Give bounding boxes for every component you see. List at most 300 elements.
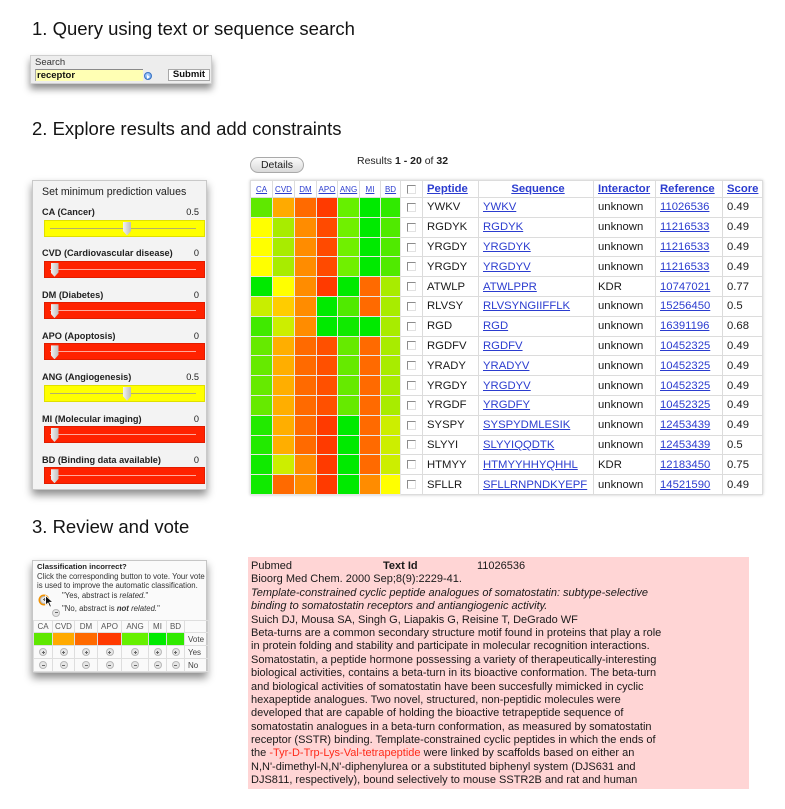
vote-header-ca: CA (34, 621, 53, 633)
vote-no-cell-ang (122, 659, 149, 672)
sequence-cell (479, 475, 594, 495)
heat-cell-cvd (273, 237, 295, 257)
reference-cell (656, 376, 723, 396)
vote-current-row (34, 633, 209, 646)
heat-header-ang[interactable]: ANG (338, 181, 360, 198)
vote-yes-plus-icon[interactable] (82, 648, 90, 656)
heat-cell-apo (317, 237, 338, 257)
select-cell (401, 296, 423, 316)
heat-cell-mi (360, 296, 381, 316)
sequence-link[interactable]: YWKV (483, 201, 517, 214)
sequence-link[interactable]: YRGDYK (483, 240, 531, 253)
heat-cell-ca (251, 455, 273, 475)
interactor-cell: unknown (594, 237, 656, 257)
vote-yes-cell-apo (98, 646, 122, 659)
score-cell: 0.68 (723, 316, 763, 336)
reference-link[interactable]: 12183450 (660, 458, 711, 471)
filter-value-ca: 0.5 (186, 207, 199, 217)
abstract-authors: Suich DJ, Mousa SA, Singh G, Liapakis G, Reisine T, DeGrado WF (251, 613, 578, 626)
interactor-column-header[interactable]: Interactor (594, 181, 656, 198)
filter-slider-mi[interactable] (44, 426, 205, 443)
row-checkbox[interactable] (407, 302, 416, 311)
vote-no-minus-icon[interactable] (82, 661, 90, 669)
result-row (251, 237, 763, 257)
filter-slider-ca[interactable] (44, 220, 205, 237)
row-checkbox[interactable] (407, 322, 416, 331)
sequence-cell (479, 277, 594, 297)
heat-cell-apo (317, 198, 338, 218)
vote-yes-cell-cvd (53, 646, 75, 659)
sequence-cell (479, 296, 594, 316)
interactor-cell: unknown (594, 217, 656, 237)
abstract-highlight-line (251, 747, 749, 760)
reference-link[interactable]: 15256450 (660, 300, 711, 313)
result-row (251, 435, 763, 455)
heat-cell-ang (338, 277, 360, 297)
text-id-value: 11026536 (477, 560, 526, 572)
no-option-emphasis: related. (131, 604, 158, 613)
reference-column-header[interactable]: Reference (656, 181, 723, 198)
heat-cell-cvd (273, 376, 295, 396)
vote-no-minus-icon[interactable] (60, 661, 68, 669)
heat-header-apo[interactable]: APO (317, 181, 338, 198)
heat-cell-mi (360, 277, 381, 297)
vote-yes-cell-dm (75, 646, 98, 659)
heat-cell-apo (317, 376, 338, 396)
slider-track (50, 351, 196, 352)
sequence-link[interactable]: RGDYK (483, 221, 524, 234)
heat-cell-dm (295, 257, 317, 277)
vote-header-cvd: CVD (53, 621, 75, 633)
heat-cell-ca (251, 395, 273, 415)
heat-cell-dm (295, 336, 317, 356)
vote-yes-plus-icon[interactable] (39, 648, 47, 656)
sequence-cell (479, 237, 594, 257)
prediction-filter-panel (32, 180, 207, 490)
heat-cell-bd (381, 316, 401, 336)
heat-cell-dm (295, 376, 317, 396)
vote-color-ang (122, 633, 149, 646)
result-row (251, 395, 763, 415)
result-row (251, 257, 763, 277)
vote-header-blank (185, 621, 209, 633)
interactor-cell: unknown (594, 415, 656, 435)
yes-option-suffix: " (145, 591, 149, 600)
heat-cell-mi (360, 316, 381, 336)
filter-value-mi: 0 (193, 413, 199, 424)
score-cell: 0.49 (723, 257, 763, 277)
peptide-cell: YRGDY (423, 376, 479, 396)
vote-header-ang: ANG (122, 621, 149, 633)
score-cell: 0.49 (723, 198, 763, 218)
vote-header-row (34, 621, 209, 633)
results-summary-prefix: Results (357, 155, 393, 167)
heat-cell-apo (317, 217, 338, 237)
sequence-link[interactable]: YRGDYV (483, 260, 531, 273)
slider-track (50, 475, 196, 476)
slider-thumb[interactable] (123, 222, 131, 236)
heat-cell-mi (360, 475, 381, 495)
vote-color-bd (167, 633, 185, 646)
results-total: 32 (436, 155, 449, 167)
abstract-body-line: hexapeptide analogues. Two novel, structured, non-peptidic molecules were (251, 693, 621, 706)
search-panel (30, 55, 212, 84)
vote-color-dm (75, 633, 98, 646)
select-cell (401, 356, 423, 376)
vote-no-cell-ca (34, 659, 53, 672)
filter-slider-cvd[interactable] (44, 261, 205, 278)
heat-cell-dm (295, 316, 317, 336)
reference-cell (656, 356, 723, 376)
heat-cell-ca (251, 475, 273, 495)
slider-track (50, 310, 196, 311)
select-cell (401, 217, 423, 237)
sequence-cell (479, 257, 594, 277)
peptide-column-header[interactable]: Peptide (423, 181, 479, 198)
result-row (251, 336, 763, 356)
interactor-cell: unknown (594, 316, 656, 336)
heat-cell-ang (338, 296, 360, 316)
heat-cell-ca (251, 336, 273, 356)
vote-no-minus-icon[interactable] (106, 661, 114, 669)
heat-header-mi[interactable]: MI (360, 181, 381, 198)
heat-cell-mi (360, 376, 381, 396)
abstract-body-line: N,N'-dimethyl-N,N'-diphenylurea or a substituted biphenyl system (DJS631 and (251, 760, 636, 773)
vote-yes-plus-icon[interactable] (60, 648, 68, 656)
slider-thumb[interactable] (51, 469, 59, 483)
sequence-cell (479, 415, 594, 435)
result-row (251, 475, 763, 495)
vote-yes-plus-icon[interactable] (172, 648, 180, 656)
heat-cell-ang (338, 475, 360, 495)
explore-section-heading: 2. Explore results and add constraints (32, 118, 342, 139)
details-button[interactable]: Details (250, 157, 304, 173)
sequence-link[interactable]: RGD (483, 320, 509, 333)
heat-cell-apo (317, 395, 338, 415)
reference-link[interactable]: 10452325 (660, 379, 711, 392)
heat-cell-mi (360, 217, 381, 237)
filter-slider-ang[interactable] (44, 385, 205, 402)
score-cell: 0.49 (723, 336, 763, 356)
score-column-header[interactable]: Score (723, 181, 763, 198)
vote-no-cell-cvd (53, 659, 75, 672)
abstract-body-line: Somatostatin, a peptide hormone possessing a variety of therapeutically-interesting (251, 653, 657, 666)
score-cell: 0.49 (723, 237, 763, 257)
heat-cell-ang (338, 356, 360, 376)
heat-cell-bd (381, 395, 401, 415)
results-range: 1 - 20 (394, 155, 422, 167)
row-checkbox[interactable] (407, 381, 416, 390)
vote-no-minus-icon[interactable] (154, 661, 162, 669)
heat-cell-cvd (273, 336, 295, 356)
reference-link[interactable]: 10452325 (660, 359, 711, 372)
sequence-link[interactable]: SFLLRNPNDKYEPF (483, 478, 588, 491)
heat-cell-ang (338, 198, 360, 218)
heat-cell-ca (251, 356, 273, 376)
interactor-cell: unknown (594, 395, 656, 415)
slider-thumb[interactable] (51, 428, 59, 442)
row-checkbox[interactable] (407, 243, 416, 252)
vote-no-cell-apo (98, 659, 122, 672)
sequence-link[interactable]: SYSPYDMLESIK (483, 419, 571, 432)
vote-yes-plus-icon[interactable] (106, 648, 114, 656)
vote-instructions-line: is used to improve the automatic classification. (37, 581, 198, 590)
heat-cell-mi (360, 435, 381, 455)
filter-slider-dm[interactable] (44, 302, 205, 319)
heat-cell-ca (251, 277, 273, 297)
vote-yes-plus-icon[interactable] (154, 648, 162, 656)
row-checkbox[interactable] (407, 401, 416, 410)
heat-cell-apo (317, 415, 338, 435)
sequence-link[interactable]: YRGDFY (483, 399, 531, 412)
vote-color-mi (149, 633, 167, 646)
heat-cell-bd (381, 217, 401, 237)
sequence-link[interactable]: RLVSYNGIIFFLK (483, 300, 571, 313)
slider-track (50, 434, 196, 435)
vote-no-label: No (185, 659, 209, 672)
heat-cell-cvd (273, 395, 295, 415)
sequence-link[interactable]: ATWLPPR (483, 280, 537, 293)
abstract-source: Pubmed (251, 560, 292, 572)
score-cell: 0.49 (723, 475, 763, 495)
heat-cell-ca (251, 237, 273, 257)
select-cell (401, 455, 423, 475)
heat-cell-dm (295, 415, 317, 435)
row-checkbox[interactable] (407, 262, 416, 271)
select-cell (401, 257, 423, 277)
highlight-after: were linked by scaffolds based on either an (420, 747, 635, 760)
peptide-cell: RLVSY (423, 296, 479, 316)
heat-cell-mi (360, 257, 381, 277)
review-section-heading: 3. Review and vote (32, 516, 190, 537)
no-option-strong: not (116, 604, 129, 613)
select-cell (401, 277, 423, 297)
reference-cell (656, 217, 723, 237)
filter-label-bd: BD (Binding data available) (42, 454, 161, 465)
row-checkbox[interactable] (407, 223, 416, 232)
heat-cell-cvd (273, 475, 295, 495)
abstract-header-line (251, 560, 749, 573)
heat-cell-ca (251, 316, 273, 336)
heat-cell-ca (251, 296, 273, 316)
reference-link[interactable]: 16391196 (660, 320, 710, 333)
sequence-link[interactable]: YRGDYV (483, 379, 531, 392)
row-checkbox[interactable] (407, 421, 416, 430)
yes-option-text (62, 591, 148, 600)
heat-cell-mi (360, 356, 381, 376)
heat-cell-ca (251, 376, 273, 396)
slider-thumb[interactable] (51, 263, 59, 277)
search-input[interactable] (35, 69, 143, 81)
row-checkbox[interactable] (407, 282, 416, 291)
reference-cell (656, 415, 723, 435)
heat-cell-dm (295, 237, 317, 257)
heat-cell-bd (381, 356, 401, 376)
sequence-cell (479, 395, 594, 415)
row-checkbox[interactable] (407, 440, 416, 449)
heat-cell-mi (360, 455, 381, 475)
heat-header-ca[interactable]: CA (251, 181, 273, 198)
peptide-cell: YRGDY (423, 257, 479, 277)
vote-table (33, 620, 209, 672)
heat-cell-bd (381, 415, 401, 435)
peptide-cell: ATWLP (423, 277, 479, 297)
vote-header-apo: APO (98, 621, 122, 633)
heat-cell-cvd (273, 455, 295, 475)
interactor-cell: unknown (594, 475, 656, 495)
heat-cell-mi (360, 395, 381, 415)
filter-label-ca: CA (Cancer) (42, 207, 95, 217)
abstract-body-line: biological activities, contains a beta-turn in its bioactive conformation. The beta-turn (251, 667, 657, 680)
heat-cell-ca (251, 415, 273, 435)
peptide-cell: RGDYK (423, 217, 479, 237)
no-option-text (62, 604, 160, 613)
result-row (251, 217, 763, 237)
heat-header-cvd[interactable]: CVD (273, 181, 295, 198)
row-checkbox[interactable] (407, 361, 416, 370)
sequence-link[interactable]: RGDFV (483, 339, 523, 352)
heat-cell-apo (317, 475, 338, 495)
result-row (251, 296, 763, 316)
score-cell: 0.5 (723, 435, 763, 455)
select-all-checkbox[interactable] (407, 185, 416, 194)
filter-slider-bd[interactable] (44, 467, 205, 484)
vote-color-apo (98, 633, 122, 646)
result-row (251, 277, 763, 297)
heat-cell-cvd (273, 435, 295, 455)
reference-link[interactable]: 12453439 (660, 419, 711, 432)
heat-cell-dm (295, 277, 317, 297)
interactor-cell: unknown (594, 296, 656, 316)
reference-link[interactable]: 10747021 (660, 280, 711, 293)
text-id-label: Text Id (383, 560, 418, 572)
heat-cell-ang (338, 376, 360, 396)
heat-cell-dm (295, 435, 317, 455)
vote-yes-label: Yes (185, 646, 209, 659)
reference-link[interactable]: 11216533 (660, 240, 710, 253)
heat-cell-mi (360, 415, 381, 435)
peptide-cell: SFLLR (423, 475, 479, 495)
heat-cell-dm (295, 356, 317, 376)
sequence-cell (479, 435, 594, 455)
peptide-cell: SLYYI (423, 435, 479, 455)
slider-thumb[interactable] (123, 387, 131, 401)
heat-cell-ca (251, 217, 273, 237)
row-checkbox[interactable] (407, 203, 416, 212)
reference-link[interactable]: 12453439 (660, 438, 711, 451)
interactor-cell: KDR (594, 277, 656, 297)
heat-cell-dm (295, 198, 317, 218)
vote-no-cell-mi (149, 659, 167, 672)
filter-slider-apo[interactable] (44, 343, 205, 360)
heat-header-dm[interactable]: DM (295, 181, 317, 198)
reference-link[interactable]: 10452325 (660, 399, 711, 412)
vote-color-ca (34, 633, 53, 646)
heat-cell-cvd (273, 198, 295, 218)
vote-no-minus-icon[interactable] (172, 661, 180, 669)
heat-cell-bd (381, 376, 401, 396)
heat-cell-cvd (273, 257, 295, 277)
submit-button[interactable]: Submit (168, 69, 210, 81)
reference-link[interactable]: 14521590 (660, 478, 711, 491)
result-row (251, 198, 763, 218)
abstract-body-line: in protein folding and stability and participate in molecular recognition interactions. (251, 640, 650, 653)
heat-header-bd[interactable]: BD (381, 181, 401, 198)
vote-no-cell-bd (167, 659, 185, 672)
peptide-cell: SYSPY (423, 415, 479, 435)
heat-cell-bd (381, 336, 401, 356)
heat-cell-mi (360, 198, 381, 218)
score-cell: 0.49 (723, 395, 763, 415)
vote-no-minus-icon[interactable] (131, 661, 139, 669)
sequence-cell (479, 198, 594, 218)
vote-yes-cell-ca (34, 646, 53, 659)
heat-cell-ang (338, 217, 360, 237)
abstract-title-line: Template-constrained cyclic peptide analogues of somatostatin: subtype-selective (251, 586, 649, 599)
reference-cell (656, 455, 723, 475)
sequence-cell (479, 376, 594, 396)
select-all-cell (401, 181, 423, 198)
row-checkbox[interactable] (407, 460, 416, 469)
row-checkbox[interactable] (407, 480, 416, 489)
yes-option-emphasis: related. (119, 591, 146, 600)
heat-cell-bd (381, 435, 401, 455)
sequence-column-header[interactable]: Sequence (479, 181, 594, 198)
sequence-link[interactable]: YRADYV (483, 359, 530, 372)
slider-thumb[interactable] (51, 304, 59, 318)
heat-cell-cvd (273, 356, 295, 376)
reference-link[interactable]: 10452325 (660, 339, 711, 352)
reference-cell (656, 395, 723, 415)
peptide-cell: YRGDY (423, 237, 479, 257)
results-body (251, 198, 763, 495)
sequence-cell (479, 455, 594, 475)
heat-cell-ang (338, 336, 360, 356)
interactor-cell: unknown (594, 356, 656, 376)
heat-cell-ang (338, 257, 360, 277)
sequence-link[interactable]: HTMYYHHYQHHL (483, 458, 578, 471)
peptide-cell: YRADY (423, 356, 479, 376)
vote-no-cell-dm (75, 659, 98, 672)
sequence-cell (479, 336, 594, 356)
reference-link[interactable]: 11216533 (660, 260, 710, 273)
vote-instructions-line: Click the corresponding button to vote. Your vote (37, 572, 205, 581)
result-row (251, 455, 763, 475)
vote-no-minus-icon[interactable] (39, 661, 47, 669)
heat-cell-cvd (273, 277, 295, 297)
heat-cell-bd (381, 475, 401, 495)
sequence-link[interactable]: SLYYIQQDTK (483, 438, 555, 451)
abstract-body-line: developed that are capable of holding the bioactive tetrapeptide sequence of (251, 707, 624, 720)
interactor-cell: unknown (594, 198, 656, 218)
vote-yes-row (34, 646, 209, 659)
vote-yes-plus-icon[interactable] (131, 648, 139, 656)
vote-header-mi: MI (149, 621, 167, 633)
interactor-cell: unknown (594, 376, 656, 396)
results-of: of (424, 155, 434, 167)
vote-color-cvd (53, 633, 75, 646)
heat-cell-bd (381, 237, 401, 257)
reference-cell (656, 277, 723, 297)
select-cell (401, 376, 423, 396)
slider-thumb[interactable] (51, 345, 59, 359)
filter-label-ang: ANG (Angiogenesis) (42, 372, 132, 383)
reference-link[interactable]: 11026536 (660, 201, 710, 214)
reference-link[interactable]: 11216533 (660, 221, 710, 234)
row-checkbox[interactable] (407, 341, 416, 350)
heat-cell-apo (317, 257, 338, 277)
search-go-icon[interactable] (144, 72, 152, 80)
